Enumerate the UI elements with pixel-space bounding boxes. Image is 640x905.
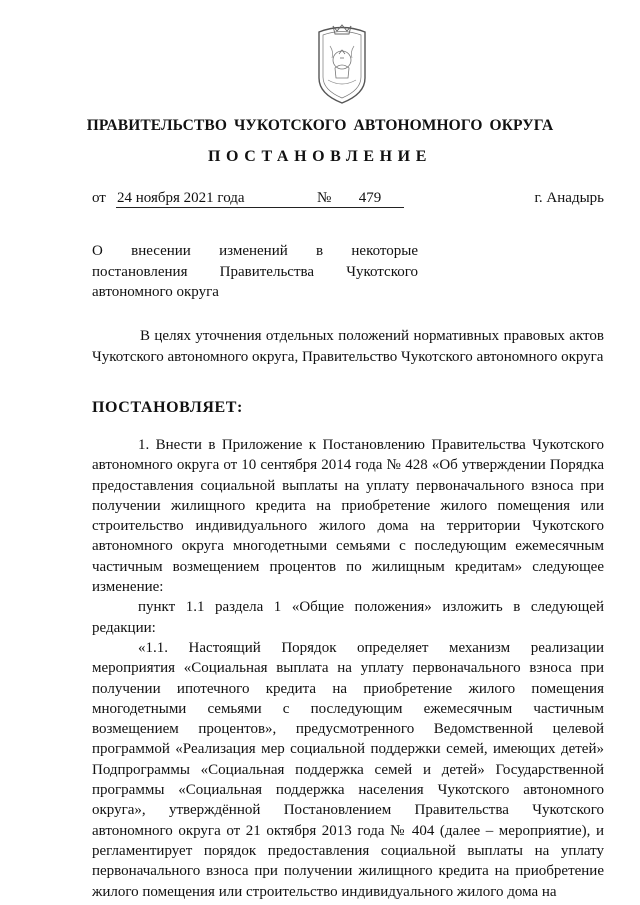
document-meta-row — [92, 190, 604, 210]
document-number: 479 — [336, 190, 404, 208]
coat-of-arms-emblem — [313, 22, 371, 106]
body-paragraph: пункт 1.1 раздела 1 «Общие положения» изложить в следующей редакции: — [92, 599, 604, 636]
document-body — [92, 435, 604, 902]
body-paragraph: 1. Внести в Приложение к Постановлению Правительства Чукотского автономного округа от 10 сентября 2014 года № 428 «Об утверждении Порядка предоставления социальной выплаты на уплату первоначального взноса при получении жилищного кредита на приобретение жилого помещения или строительство индивидуального жилого дома на территории Чукотского автономного округа многодетными семьями с последующим ежемесячным частичным возмещением процентов по жилищным кредитам» следующее изменение: — [92, 437, 604, 596]
number-sign: № — [317, 190, 332, 206]
preamble-paragraph: В целях уточнения отдельных положений нормативных правовых актов Чукотского автономного округа, Правительство Чукотского автономного округа — [92, 328, 604, 365]
document-type-title: ПОСТАНОВЛЕНИЕ — [208, 148, 432, 165]
body-paragraph: «1.1. Настоящий Порядок определяет механизм реализации мероприятия «Социальная выплата на уплату первоначального взноса при получении ипотечного кредита на приобретение жилого помещения многодетными семьями с последующим ежемесячным частичным возмещением процентов», предусмотренного Ведомственной целевой программой «Реализация мер социальной поддержки семей, имеющих детей» Подпрограммы «Социальная поддержка семей и детей» Государственной программы «Социальная поддержка населения Чукотского автономного округа», утверждённой Постановлением Правительства Чукотского автономного округа от 21 октября 2013 года № 404 (далее – мероприятие), и регламентирует порядок предоставления социальной выплаты на уплату первоначального взноса при получении жилищного кредита на приобретение жилого помещения или строительство индивидуального жилого дома на — [92, 639, 604, 900]
document-date: 24 ноября 2021 года — [116, 190, 367, 208]
document-city: г. Анадырь — [534, 190, 604, 206]
government-title: ПРАВИТЕЛЬСТВО ЧУКОТСКОГО АВТОНОМНОГО ОКРУГА — [86, 117, 554, 134]
date-prefix: от — [92, 190, 106, 206]
document-subject: О внесении изменений в некоторые постановления Правительства Чукотского автономного округа — [92, 243, 418, 300]
resolves-heading: ПОСТАНОВЛЯЕТ: — [92, 399, 243, 416]
